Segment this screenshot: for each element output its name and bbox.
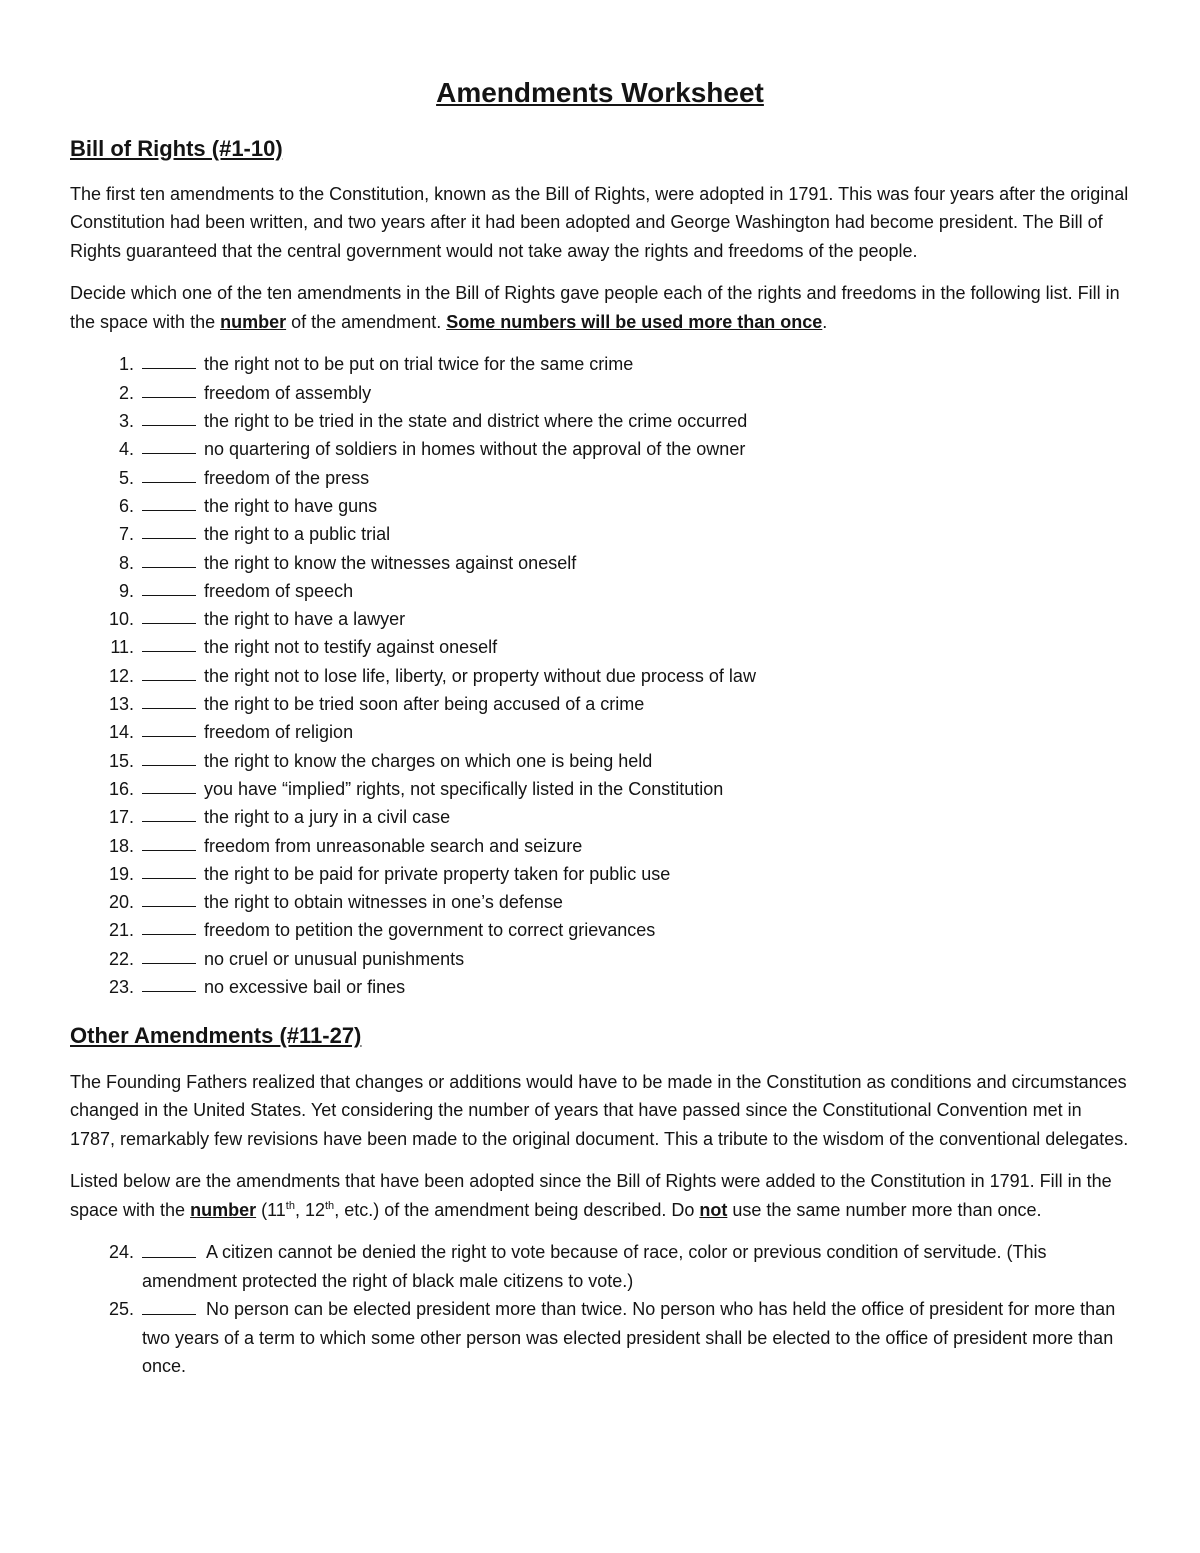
list-item xyxy=(70,379,1130,407)
list-item xyxy=(70,888,1130,916)
answer-blank[interactable] xyxy=(142,775,196,794)
list-item xyxy=(70,860,1130,888)
list-item xyxy=(70,520,1130,548)
item-number: 12. xyxy=(108,665,134,686)
item-number: 4. xyxy=(118,439,134,460)
answer-blank[interactable] xyxy=(142,435,196,454)
item-number: 15. xyxy=(108,750,134,771)
item-text: the right to a public trial xyxy=(204,524,391,545)
item-text: the right to have a lawyer xyxy=(204,609,406,630)
item-number: 11. xyxy=(110,637,134,658)
list-item xyxy=(70,1295,1130,1381)
item-description xyxy=(142,1295,1130,1381)
list-item xyxy=(70,1238,1130,1295)
list-item xyxy=(70,577,1130,605)
answer-blank[interactable] xyxy=(142,1239,196,1258)
reuse-emphasis: Some numbers will be used more than once xyxy=(446,311,823,332)
answer-blank[interactable] xyxy=(142,888,196,907)
instructions-text: . xyxy=(822,311,828,332)
answer-blank[interactable] xyxy=(142,577,196,596)
answer-blank[interactable] xyxy=(142,605,196,624)
item-text: no quartering of soldiers in homes without the approval of the owner xyxy=(204,439,746,460)
item-text: freedom to petition the government to correct grievances xyxy=(204,920,656,941)
item-text: freedom of the press xyxy=(204,467,370,488)
other-amendments-instructions xyxy=(70,1167,1130,1224)
answer-blank[interactable] xyxy=(142,407,196,426)
bill-of-rights-instructions xyxy=(70,279,1130,336)
item-number: 6. xyxy=(118,495,134,516)
bill-of-rights-heading: Bill of Rights (#1-10) xyxy=(70,135,283,161)
item-text: the right to be paid for private property taken for public use xyxy=(204,863,671,884)
item-number: 5. xyxy=(118,467,134,488)
item-number: 17. xyxy=(108,807,134,828)
item-text: the right not to testify against oneself xyxy=(204,637,498,658)
answer-blank[interactable] xyxy=(142,350,196,369)
instructions-text: of the amendment. xyxy=(286,311,447,332)
number-emphasis: number xyxy=(190,1199,257,1220)
item-number: 24. xyxy=(108,1242,134,1263)
item-number: 16. xyxy=(108,778,134,799)
item-text: freedom of assembly xyxy=(204,382,372,403)
list-item xyxy=(70,690,1130,718)
item-number: 20. xyxy=(108,892,134,913)
item-number: 1. xyxy=(118,354,134,375)
item-text: the right to know the witnesses against oneself xyxy=(204,552,577,573)
answer-blank[interactable] xyxy=(142,832,196,851)
list-item xyxy=(70,803,1130,831)
answer-blank[interactable] xyxy=(142,973,196,992)
list-item xyxy=(70,718,1130,746)
item-number: 21. xyxy=(108,920,134,941)
answer-blank[interactable] xyxy=(142,633,196,652)
list-item xyxy=(70,492,1130,520)
instructions-text: Listed below are the amendments that have been adopted since the Bill of Rights were added to the Constitution in 1791. Fill in the space with the xyxy=(70,1171,1112,1220)
number-emphasis: number xyxy=(220,311,287,332)
answer-blank[interactable] xyxy=(142,690,196,709)
item-number: 25. xyxy=(108,1299,134,1320)
item-text: the right not to be put on trial twice for the same crime xyxy=(204,354,634,375)
page-title: Amendments Worksheet xyxy=(436,77,764,108)
list-item xyxy=(70,633,1130,661)
item-text: the right to obtain witnesses in one’s defense xyxy=(204,892,563,913)
list-item xyxy=(70,973,1130,1001)
item-text: the right to know the charges on which one is being held xyxy=(204,750,653,771)
bill-of-rights-intro: The first ten amendments to the Constitution, known as the Bill of Rights, were adopted in 1791. This was four years after the original Constitution had been written, and two years after it had been adopted and George Washington had become president. The Bill of Rights guaranteed that the central government would not take away the rights and freedoms of the people. xyxy=(70,183,1129,261)
item-text: no cruel or unusual punishments xyxy=(204,948,465,969)
answer-blank[interactable] xyxy=(142,379,196,398)
item-text: freedom of speech xyxy=(204,580,354,601)
instructions-text: Decide which one of the ten amendments in the Bill of Rights gave people each of the rights and freedoms in the following list. Fill in the space with the xyxy=(70,283,1120,332)
item-number: 18. xyxy=(108,835,134,856)
answer-blank[interactable] xyxy=(142,662,196,681)
item-description xyxy=(142,1238,1130,1295)
other-amendments-heading: Other Amendments (#11-27) xyxy=(70,1023,362,1049)
answer-blank[interactable] xyxy=(142,945,196,964)
item-number: 19. xyxy=(108,863,134,884)
item-text: the right to be tried in the state and district where the crime occurred xyxy=(204,411,748,432)
ordinal-suffix: th xyxy=(285,1199,295,1212)
answer-blank[interactable] xyxy=(142,1296,196,1315)
item-number: 7. xyxy=(118,524,134,545)
instructions-text: , 12 xyxy=(294,1199,325,1220)
item-text: No person can be elected president more than twice. No person who has held the office of president for more than two years of a term to which some other person was elected president shall be elected to the office of president more than once. xyxy=(142,1299,1116,1377)
answer-blank[interactable] xyxy=(142,916,196,935)
list-item xyxy=(70,464,1130,492)
worksheet-page xyxy=(70,76,1130,1381)
answer-blank[interactable] xyxy=(142,464,196,483)
answer-blank[interactable] xyxy=(142,718,196,737)
bill-of-rights-list xyxy=(70,350,1130,1001)
item-number: 14. xyxy=(108,722,134,743)
item-number: 13. xyxy=(108,694,134,715)
list-item xyxy=(70,350,1130,378)
item-text: the right to be tried soon after being accused of a crime xyxy=(204,694,645,715)
list-item xyxy=(70,407,1130,435)
item-text: you have “implied” rights, not specifically listed in the Constitution xyxy=(204,778,724,799)
item-text: freedom from unreasonable search and seizure xyxy=(204,835,583,856)
answer-blank[interactable] xyxy=(142,803,196,822)
item-text: the right to a jury in a civil case xyxy=(204,807,451,828)
list-item xyxy=(70,916,1130,944)
answer-blank[interactable] xyxy=(142,860,196,879)
instructions-text: use the same number more than once. xyxy=(727,1199,1042,1220)
not-emphasis: not xyxy=(699,1199,728,1220)
answer-blank[interactable] xyxy=(142,549,196,568)
list-item xyxy=(70,945,1130,973)
list-item xyxy=(70,662,1130,690)
list-item xyxy=(70,549,1130,577)
answer-blank[interactable] xyxy=(142,492,196,511)
list-item xyxy=(70,775,1130,803)
list-item xyxy=(70,605,1130,633)
answer-blank[interactable] xyxy=(142,747,196,766)
item-number: 9. xyxy=(118,580,134,601)
answer-blank[interactable] xyxy=(142,520,196,539)
list-item xyxy=(70,435,1130,463)
item-number: 8. xyxy=(118,552,134,573)
instructions-text: , etc.) of the amendment being described. Do xyxy=(334,1199,700,1220)
item-number: 3. xyxy=(118,411,134,432)
list-item xyxy=(70,832,1130,860)
item-text: the right to have guns xyxy=(204,495,378,516)
list-item xyxy=(70,747,1130,775)
other-amendments-intro: The Founding Fathers realized that changes or additions would have to be made in the Constitution as conditions and circumstances changed in the United States. Yet considering the number of years that have passed since the Constitutional Convention met in 1787, remarkably few revisions have been made to the original document. This a tribute to the wisdom of the conventional delegates. xyxy=(70,1071,1129,1149)
item-number: 2. xyxy=(118,382,134,403)
item-text: no excessive bail or fines xyxy=(204,977,406,998)
other-amendments-list xyxy=(70,1238,1130,1381)
instructions-text: (11 xyxy=(256,1199,286,1220)
item-text: the right not to lose life, liberty, or property without due process of law xyxy=(204,665,756,686)
item-number: 23. xyxy=(108,977,134,998)
ordinal-suffix: th xyxy=(325,1199,335,1212)
item-number: 10. xyxy=(108,609,134,630)
item-text: A citizen cannot be denied the right to vote because of race, color or previous condition of servitude. (This amendment protected the right of black male citizens to vote.) xyxy=(142,1242,1047,1291)
item-text: freedom of religion xyxy=(204,722,354,743)
item-number: 22. xyxy=(108,948,134,969)
